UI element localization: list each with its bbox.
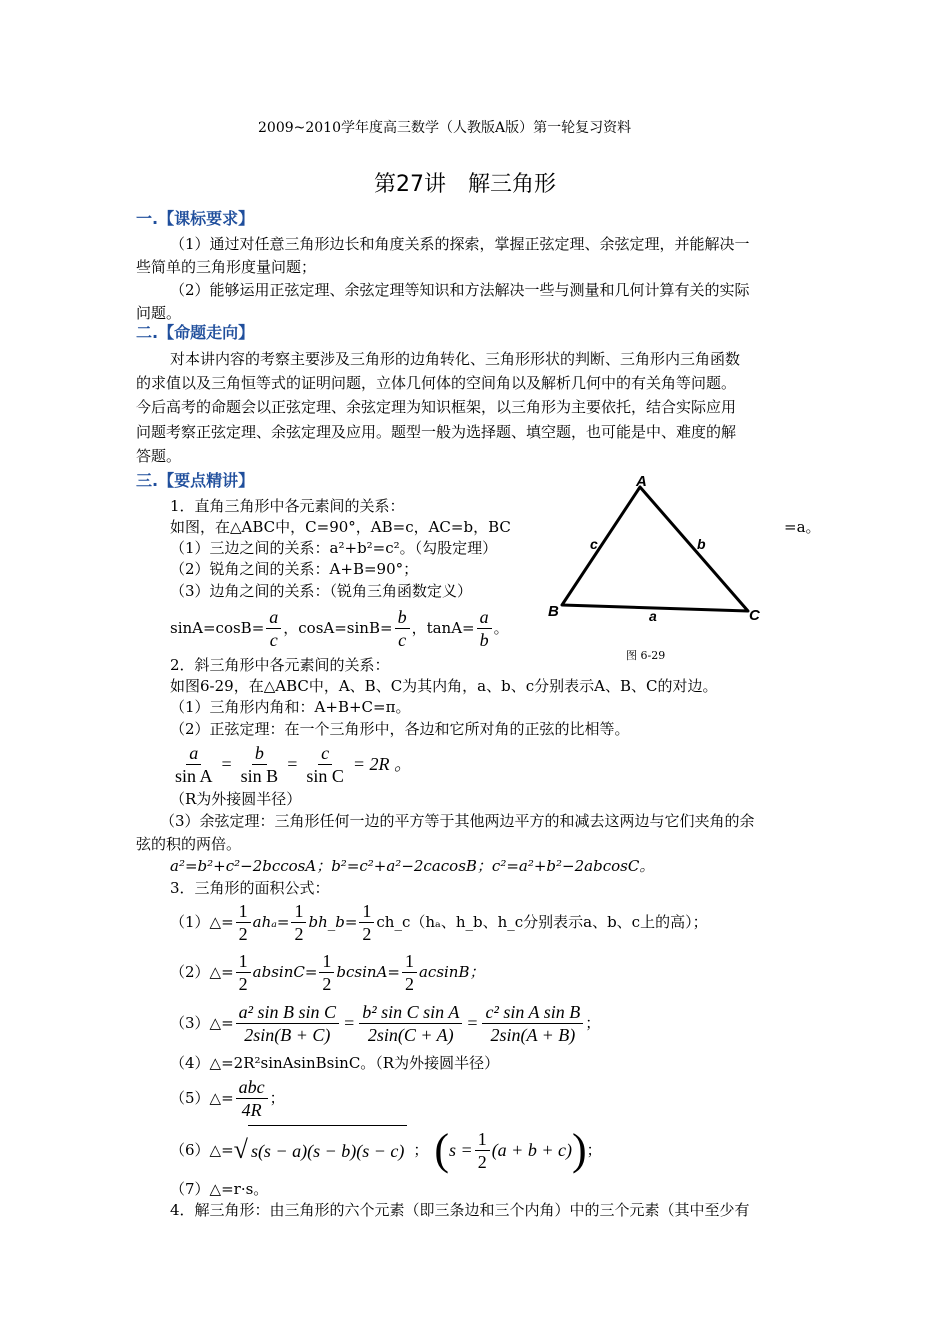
sin-def-label: sinA=cosB= xyxy=(170,619,265,637)
paragraph-line: =a。 xyxy=(784,518,821,536)
tan-def-label: ，tanA= xyxy=(411,619,475,637)
area-formula-2: （2）△= $\frac{1}{2}$ absinC= $\frac{1}{2}$ bcsinA= $\frac{1}{2}$ acsinB； xyxy=(170,950,485,994)
point-title: 1．直角三角形中各元素间的关系： xyxy=(170,497,405,515)
area-formula-3: （3）△= $\frac{\text{a² sin B sin C}}{2\sin(B + C)}$ = $\frac{\text{b² sin C sin A}}{2\sin(C + A)}$ = $\frac{\text{c² sin A sin B}}{2\sin(A + B)}$ ； xyxy=(170,1001,601,1045)
paragraph-line: （2）正弦定理：在一个三角形中，各边和它所对角的正弦的比相等。 xyxy=(170,720,630,738)
area-formula-5: （5）△= $\frac{\text{abc}}{4R}$ ； xyxy=(170,1076,285,1120)
sine-fraction-b: $\frac{b}{\text{sin B}}$ xyxy=(240,742,279,786)
sqrt-sign: √ xyxy=(233,1135,248,1164)
law-of-cosines: a²=b²+c²−2bccosA；b²=c²+a²−2cacosB；c²=a²+b²−2abcosC。 xyxy=(170,857,655,875)
figure-caption: 图 6-29 xyxy=(626,649,666,662)
section-heading-standards: 一.【课标要求】 xyxy=(136,209,255,228)
area-formula-7: （7）△=r·s。 xyxy=(170,1180,269,1198)
paragraph-line: （3）边角之间的关系：（锐角三角函数定义） xyxy=(170,582,473,600)
vertex-label-c: C xyxy=(749,607,760,624)
paragraph-line: 些简单的三角形度量问题； xyxy=(136,258,317,276)
cos-def-label: ，cosA=sinB= xyxy=(283,619,393,637)
sine-result: = 2R 。 xyxy=(352,754,413,774)
point-title: 3．三角形的面积公式： xyxy=(170,879,330,897)
paragraph-line: 答题。 xyxy=(136,447,182,465)
paragraph-line: 今后高考的命题会以正弦定理、余弦定理为知识框架，以三角形为主要依托，结合实际应用 xyxy=(136,398,737,416)
document-header: 2009~2010学年度高三数学（人教版A版）第一轮复习资料 xyxy=(258,120,632,136)
area-formula-4: （4）△=2R²sinAsinBsinC。（R为外接圆半径） xyxy=(170,1054,500,1072)
fraction-a-over-b: $\frac{a}{b}$ xyxy=(477,606,492,651)
paragraph-line: （3）余弦定理：三角形任何一边的平方等于其他两边平方的和减去这两边与它们夹角的余 xyxy=(160,812,755,830)
side-label-c: c xyxy=(590,536,598,552)
point-title: 4．解三角形：由三角形的六个元素（即三条边和三个内角）中的三个元素（其中至少有 xyxy=(170,1201,750,1219)
paragraph-line: 问题。 xyxy=(136,304,182,322)
law-of-sines: $\frac{a}{\text{sin A}}$ = $\frac{b}{\text{sin B}}$ = $\frac{c}{\text{sin C}}$ = 2R 。 xyxy=(170,740,412,788)
sine-fraction-c: $\frac{c}{\text{sin C}}$ xyxy=(306,742,344,786)
vertex-label-a: A xyxy=(636,473,647,490)
paragraph-line: 如图6-29，在△ABC中，A、B、C为其内角，a、b、c分别表示A、B、C的对边。 xyxy=(170,677,718,695)
paragraph-line: （2）锐角之间的关系：A+B=90°； xyxy=(170,560,419,578)
paragraph-line: （1）三角形内角和：A+B+C=π。 xyxy=(170,698,411,716)
paragraph-line: 如图，在△ABC中，C=90°，AB=c，AC=b，BC xyxy=(170,518,511,536)
paragraph-line: 问题考察正弦定理、余弦定理及应用。题型一般为选择题、填空题，也可能是中、难度的解 xyxy=(136,423,737,441)
side-label-a: a xyxy=(649,608,657,624)
paragraph-line: （1）通过对任意三角形边长和角度关系的探索，掌握正弦定理、余弦定理，并能解决一 xyxy=(170,235,750,253)
fraction-a-over-c: $\frac{a}{c}$ xyxy=(266,606,281,651)
section-heading-key-points: 三.【要点精讲】 xyxy=(136,471,255,490)
fraction-b-over-c: $\frac{b}{c}$ xyxy=(395,606,410,651)
paragraph-line: （1）三边之间的关系：a²+b²=c²。（勾股定理） xyxy=(170,539,498,557)
point-title: 2．斜三角形中各元素间的关系： xyxy=(170,656,390,674)
page-title: 第27讲 解三角形 xyxy=(374,172,556,197)
trig-definitions xyxy=(170,604,509,652)
section-heading-trends: 二.【命题走向】 xyxy=(136,323,255,342)
paragraph-line: （2）能够运用正弦定理、余弦定理等知识和方法解决一些与测量和几何计算有关的实际 xyxy=(170,281,750,299)
paragraph-line: 的求值以及三角恒等式的证明问题，立体几何体的空间角以及解析几何中的有关角等问题。 xyxy=(136,374,737,392)
paragraph-line: 对本讲内容的考察主要涉及三角形的边角转化、三角形形状的判断、三角形内三角函数 xyxy=(170,350,741,368)
triangle-figure xyxy=(540,470,780,670)
paragraph-line: （R为外接圆半径） xyxy=(170,790,302,808)
vertex-label-b: B xyxy=(548,603,559,620)
area-formula-6: （6）△= √ s(s − a)(s − b)(s − c) ； ( s = $\frac{1}{2}$ (a + b + c) ) ； xyxy=(170,1125,602,1174)
end-mark: 。 xyxy=(493,619,509,637)
area-formula-1: （1）△= $\frac{1}{2}$ ahₐ= $\frac{1}{2}$ bh_b= $\frac{1}{2}$ ch_c（hₐ、h_b、h_c分别表示a、b、c上的高）； xyxy=(170,900,708,944)
side-label-b: b xyxy=(697,536,706,552)
paragraph-line: 弦的积的两倍。 xyxy=(136,835,242,853)
sine-fraction-a: $\frac{a}{\text{sin A}}$ xyxy=(175,742,213,786)
